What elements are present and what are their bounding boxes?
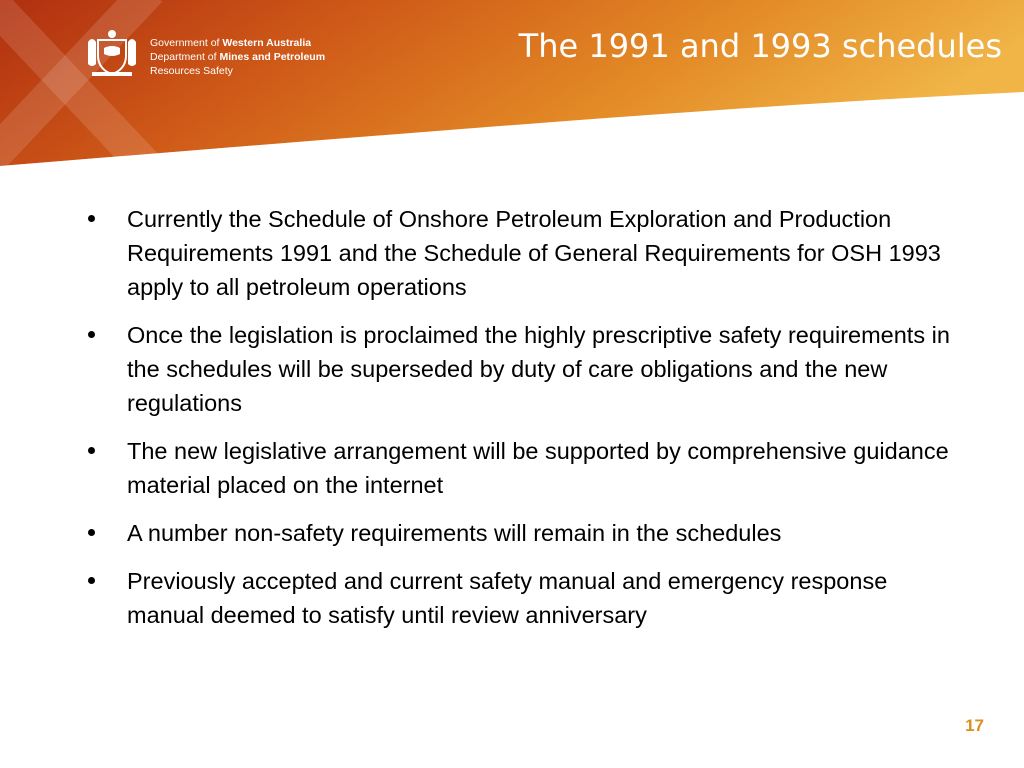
bullet-item <box>84 564 964 632</box>
page-number: 17 <box>965 716 984 735</box>
logo-line-2-bold: Mines and Petroleum <box>219 51 326 63</box>
bullet-text: The new legislative arrangement will be supported by comprehensive guidance material placed on the internet <box>127 438 949 498</box>
crest-icon <box>84 28 140 80</box>
slide-header <box>0 0 1024 168</box>
logo-line-1-prefix: Government of <box>150 37 223 49</box>
bullet-list <box>84 202 964 646</box>
logo-line-1-bold: Western Australia <box>222 37 312 49</box>
logo-text <box>150 36 325 78</box>
bullet-dot-icon <box>88 447 95 454</box>
bullet-dot-icon <box>88 529 95 536</box>
bullet-text: Currently the Schedule of Onshore Petroleum Exploration and Production Requirements 1991 and the Schedule of General Requirements for OSH 1993 apply to all petroleum operations <box>127 206 941 300</box>
bullet-dot-icon <box>88 331 95 338</box>
bullet-item <box>84 202 964 304</box>
bullet-text: Previously accepted and current safety manual and emergency response manual deemed to satisfy until review anniversary <box>127 568 888 628</box>
slide-title: The 1991 and 1993 schedules <box>518 27 1002 65</box>
logo-line-3: Resources Safety <box>150 65 233 77</box>
bullet-item <box>84 318 964 420</box>
government-logo <box>84 28 354 84</box>
bullet-dot-icon <box>88 577 95 584</box>
bullet-dot-icon <box>88 215 95 222</box>
bullet-item <box>84 434 964 502</box>
bullet-item <box>84 516 964 550</box>
bullet-text: A number non-safety requirements will remain in the schedules <box>127 520 782 546</box>
logo-line-2-prefix: Department of <box>150 51 220 63</box>
bullet-text: Once the legislation is proclaimed the highly prescriptive safety requirements in the schedules will be superseded by duty of care obligations and the new regulations <box>127 322 950 416</box>
